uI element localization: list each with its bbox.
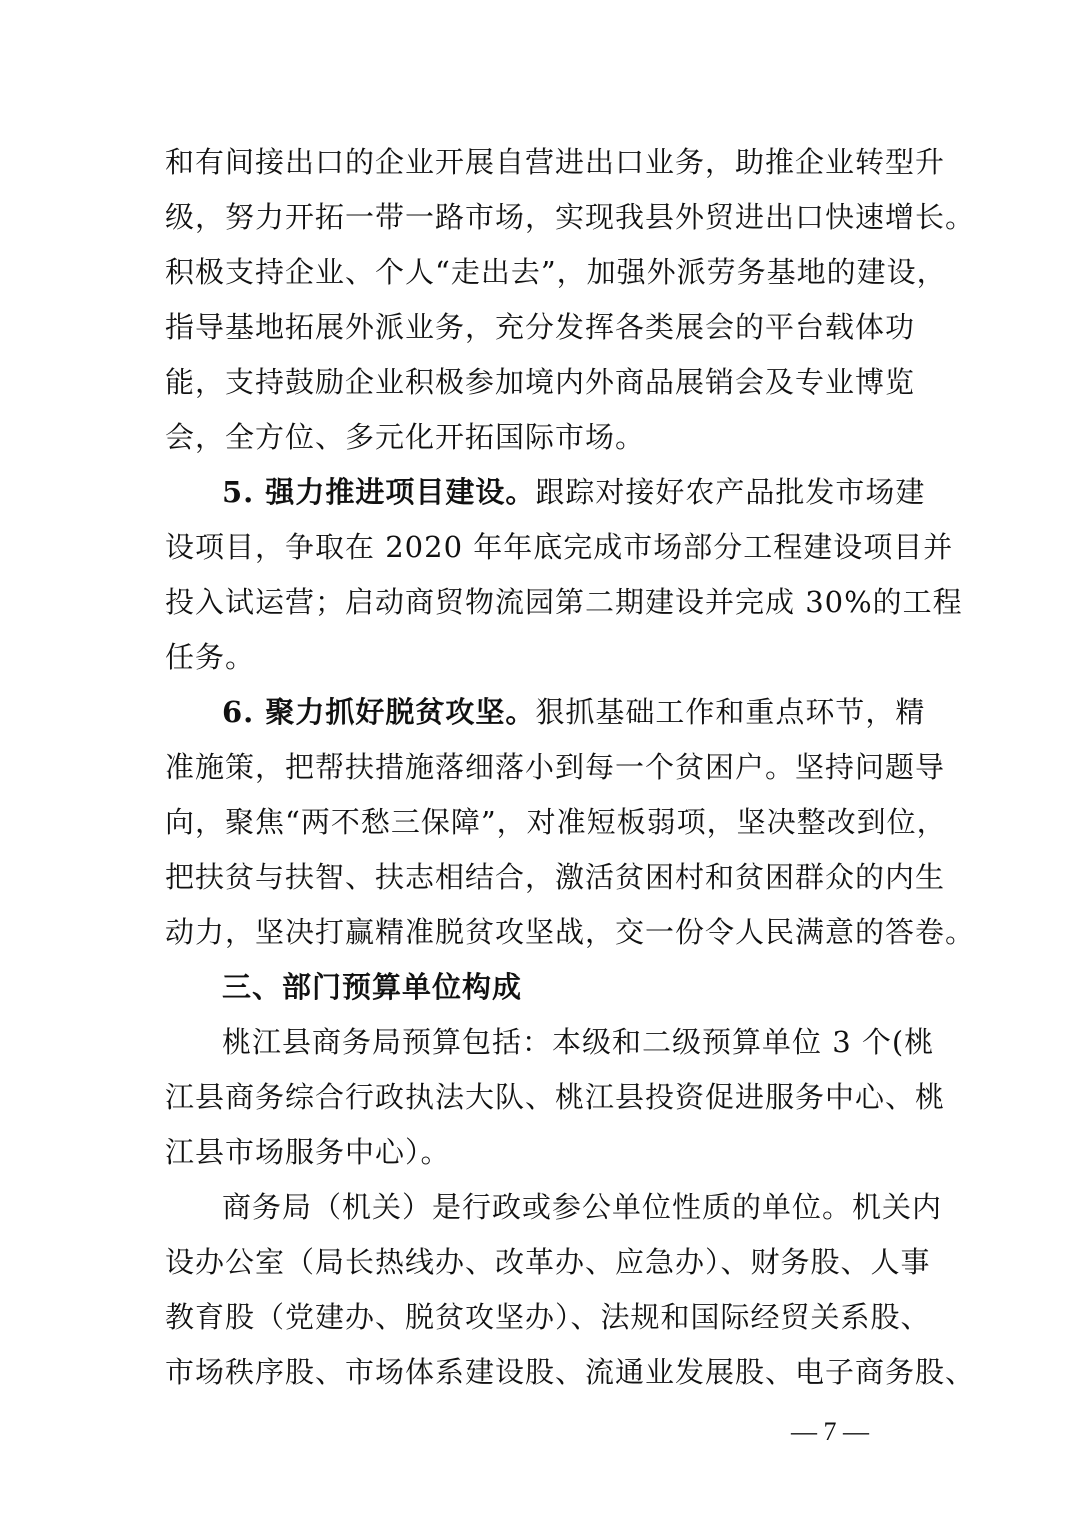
paragraph-line: 江县市场服务中心）。 bbox=[165, 1135, 451, 1169]
item-6-text: 狠抓基础工作和重点环节，精 bbox=[535, 695, 926, 729]
item-5-text: 跟踪对接好农产品批发市场建 bbox=[535, 475, 926, 509]
paragraph-line: 江县商务综合行政执法大队、桃江县投资促进服务中心、桃 bbox=[165, 1080, 946, 1114]
paragraph-line: 准施策，把帮扶措施落细落小到每一个贫困户。坚持问题导 bbox=[165, 750, 946, 784]
item-6-heading: 6. 聚力抓好脱贫攻坚。 bbox=[222, 695, 536, 729]
page-number: — 7 — bbox=[791, 1417, 869, 1446]
paragraph-line: 积极支持企业、个人“走出去”，加强外派劳务基地的建设， bbox=[165, 255, 947, 289]
paragraph-line: 把扶贫与扶智、扶志相结合，激活贫困村和贫困群众的内生 bbox=[165, 860, 946, 894]
paragraph-line: 会，全方位、多元化开拓国际市场。 bbox=[165, 420, 646, 454]
paragraph-line: 教育股（党建办、脱贫攻坚办）、法规和国际经贸关系股、 bbox=[165, 1300, 931, 1334]
paragraph-line: 能，支持鼓励企业积极参加境内外商品展销会及专业博览 bbox=[165, 365, 916, 399]
paragraph-line: 级，努力开拓一带一路市场，实现我县外贸进出口快速增长。 bbox=[165, 200, 976, 234]
item-5-first-line bbox=[222, 472, 926, 512]
paragraph-line: 设办公室（局长热线办、改革办、应急办）、财务股、人事 bbox=[165, 1245, 931, 1279]
paragraph-line: 动力，坚决打赢精准脱贫攻坚战，交一份令人民满意的答卷。 bbox=[165, 915, 976, 949]
item-5-heading: 5. 强力推进项目建设。 bbox=[222, 475, 536, 509]
paragraph-line: 设项目，争取在 2020 年年底完成市场部分工程建设项目并 bbox=[165, 530, 954, 564]
paragraph-line: 指导基地拓展外派业务，充分发挥各类展会的平台载体功 bbox=[165, 310, 916, 344]
item-6-first-line bbox=[222, 692, 926, 732]
paragraph-line: 商务局（机关）是行政或参公单位性质的单位。机关内 bbox=[222, 1190, 943, 1224]
paragraph-line: 市场秩序股、市场体系建设股、流通业发展股、电子商务股、 bbox=[165, 1355, 976, 1389]
paragraph-line: 投入试运营；启动商贸物流园第二期建设并完成 30%的工程 bbox=[165, 585, 963, 619]
paragraph-line: 和有间接出口的企业开展自营进出口业务，助推企业转型升 bbox=[165, 145, 946, 179]
paragraph-line: 桃江县商务局预算包括：本级和二级预算单位 3 个(桃 bbox=[222, 1025, 935, 1059]
paragraph-line: 向，聚焦“两不愁三保障”，对准短板弱项，坚决整改到位， bbox=[165, 805, 947, 839]
section-heading: 三、部门预算单位构成 bbox=[222, 970, 523, 1004]
paragraph-line: 任务。 bbox=[165, 640, 256, 674]
